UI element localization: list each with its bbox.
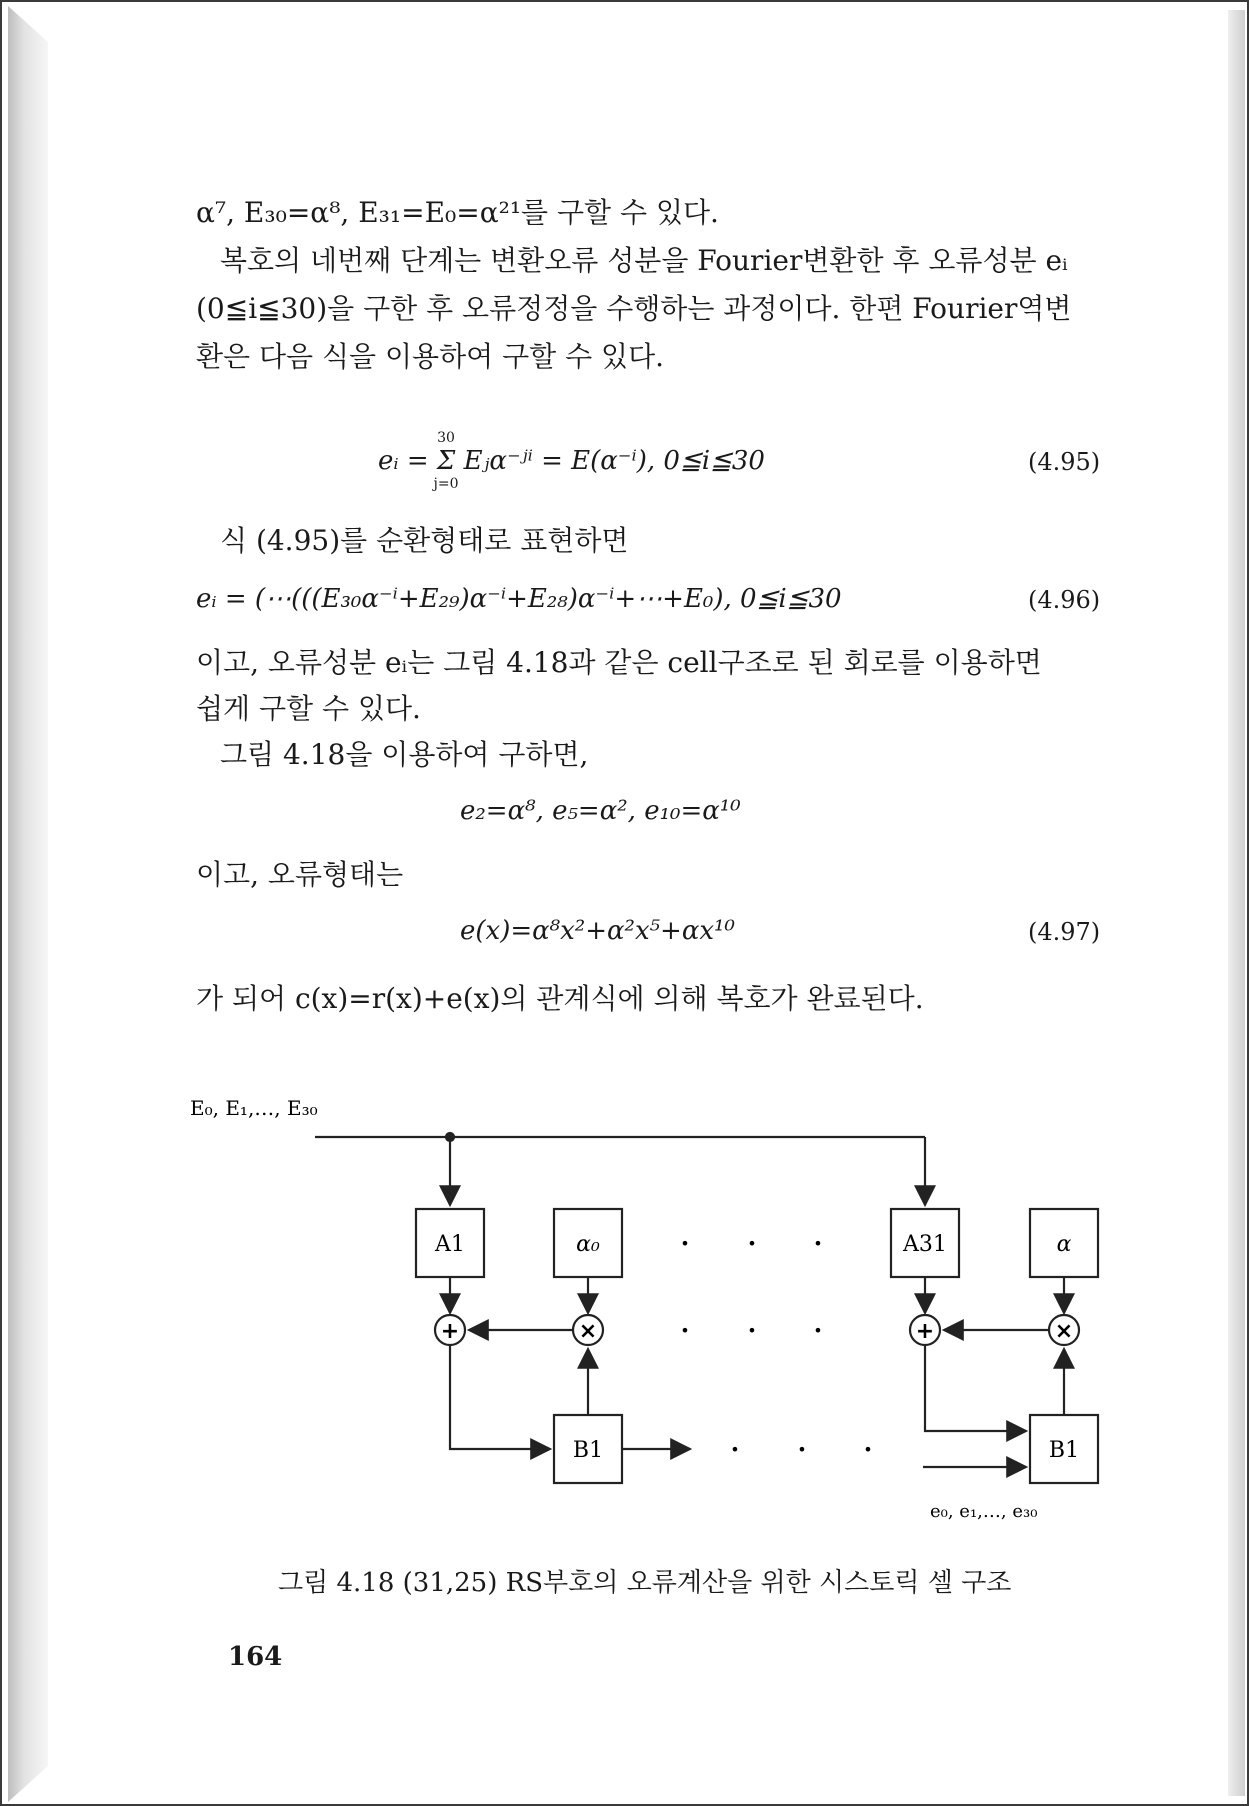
ellipsis-dot: • (680, 1234, 690, 1253)
text-line-1: α⁷, E₃₀=α⁸, E₃₁=E₀=α²¹를 구할 수 있다. (196, 196, 719, 229)
paragraph-2-line-1: 이고, 오류성분 eᵢ는 그림 4.18과 같은 cell구조로 된 회로를 이용하면 (196, 646, 1042, 679)
ellipsis-dot: • (730, 1440, 740, 1459)
ellipsis-dot: • (813, 1234, 823, 1253)
ellipsis-dot: • (797, 1440, 807, 1459)
b1-right-label: B1 (1048, 1438, 1080, 1463)
paragraph-1-line-3: 환은 다음 식을 이용하여 구할 수 있다. (196, 340, 665, 373)
page-edge (1225, 10, 1245, 1796)
adder-right-symbol: + (915, 1319, 935, 1344)
ellipsis-dot: • (680, 1321, 690, 1340)
paragraph-1-line-1: 복호의 네번째 단계는 변환오류 성분을 Fourier변환한 후 오류성분 eᵢ (220, 244, 1068, 277)
adder-to-b1-right-arrow (925, 1345, 1026, 1431)
adder-left-symbol: + (440, 1319, 460, 1344)
text-line-error-form: 이고, 오류형태는 (196, 858, 404, 891)
alpha-label: α (1056, 1232, 1072, 1257)
equation-4-96: eᵢ = (⋯(((E₃₀α⁻ⁱ+E₂₉)α⁻ⁱ+E₂₈)α⁻ⁱ+⋯+E₀), 0≦i≦30 (196, 584, 842, 614)
systolic-cell-diagram (190, 1085, 1110, 1535)
text-line-sik: 식 (4.95)를 순환형태로 표현하면 (220, 524, 629, 557)
equation-number-4-97: (4.97) (1028, 918, 1101, 946)
text-line-final: 가 되어 c(x)=r(x)+e(x)의 관계식에 의해 복호가 완료된다. (196, 982, 924, 1015)
page-number: 164 (228, 1642, 283, 1672)
mult-left-symbol: × (578, 1319, 598, 1344)
equation-number-4-96: (4.96) (1028, 586, 1101, 614)
a31-label: A31 (903, 1232, 947, 1257)
sum-upper-limit: 30 (437, 430, 455, 446)
ellipsis-dot: • (863, 1440, 873, 1459)
ellipsis-dot: • (747, 1321, 757, 1340)
book-spine (8, 6, 48, 1802)
equation-values: e₂=α⁸, e₅=α², e₁₀=α¹⁰ (460, 796, 741, 826)
equation-4-97: e(x)=α⁸x²+α²x⁵+αx¹⁰ (460, 916, 735, 946)
alpha0-label: α₀ (576, 1232, 600, 1257)
a1-label: A1 (435, 1232, 465, 1257)
ellipsis-dot: • (813, 1321, 823, 1340)
b1-left-label: B1 (572, 1438, 604, 1463)
sum-lower-limit: j=0 (433, 476, 459, 492)
output-label: e₀, e₁,…, e₃₀ (930, 1501, 1038, 1522)
ellipsis-dot: • (747, 1234, 757, 1253)
equation-number-4-95: (4.95) (1028, 448, 1101, 476)
equation-4-95: eᵢ = Σ Eⱼα⁻ʲⁱ = E(α⁻ⁱ), 0≦i≦30 (378, 446, 765, 476)
mult-right-symbol: × (1054, 1319, 1074, 1344)
figure-caption: 그림 4.18 (31,25) RS부호의 오류계산을 위한 시스토릭 셀 구조 (278, 1568, 1012, 1598)
paragraph-2-line-2: 쉽게 구할 수 있다. (196, 692, 421, 725)
paragraph-3: 그림 4.18을 이용하여 구하면, (220, 738, 589, 771)
paragraph-1-line-2: (0≦i≦30)을 구한 후 오류정정을 수행하는 과정이다. 한편 Fourier역변 (196, 292, 1072, 325)
input-label: E₀, E₁,…, E₃₀ (190, 1096, 318, 1120)
adder-to-b1-arrow (450, 1345, 550, 1449)
